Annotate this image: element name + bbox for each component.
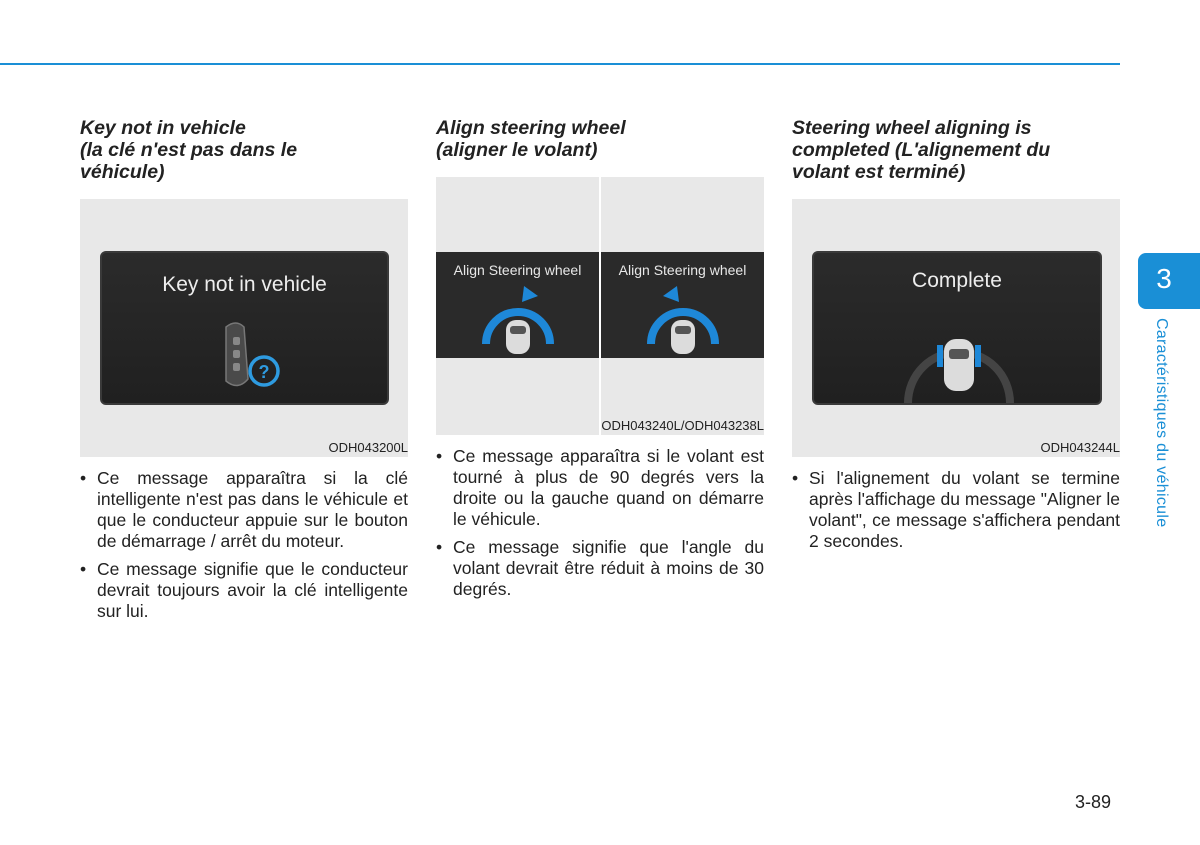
list-item: • Si l'alignement du volant se termine après l'affichage du message "Aligner le volant", ce message s'affichera pendant 2 secondes. xyxy=(792,468,1120,552)
steering-centered-icon xyxy=(900,325,1018,405)
heading-line: véhicule) xyxy=(80,161,165,183)
svg-text:?: ? xyxy=(258,362,270,382)
display-message: Key not in vehicle xyxy=(162,273,327,296)
heading-line: Key not in vehicle xyxy=(80,117,246,139)
heading-line: Align steering wheel xyxy=(436,117,626,139)
figure-align-steering xyxy=(436,177,764,435)
figure-steering-complete xyxy=(792,199,1120,457)
section-key-not-in-vehicle xyxy=(80,117,408,629)
cluster-display xyxy=(812,251,1102,405)
section-steering-aligned-complete xyxy=(792,117,1120,559)
section-align-steering-wheel xyxy=(436,117,764,607)
bullet-list xyxy=(80,468,408,622)
figure-caption: ODH043240L/ODH043238L xyxy=(601,418,764,433)
display-panel-right-turn xyxy=(436,252,599,358)
figure-caption: ODH043200L xyxy=(328,440,408,455)
bullet-list xyxy=(792,468,1120,552)
list-item: • Ce message apparaîtra si le volant est tourné à plus de 90 degrés vers la droite ou la gauche quand on démarre le véhicule. xyxy=(436,446,764,530)
section-heading xyxy=(436,117,764,161)
display-panel-left-turn xyxy=(601,252,764,358)
heading-line: (aligner le volant) xyxy=(436,139,598,161)
chapter-tab xyxy=(1138,253,1200,309)
top-rule xyxy=(0,63,1120,65)
list-item: • Ce message apparaîtra si la clé intelligente n'est pas dans le véhicule et que le conducteur appuie sur le bouton de démarrage / arrêt du moteur. xyxy=(80,468,408,552)
steering-left-arrow-icon xyxy=(641,282,725,356)
figure-key-not-in-vehicle xyxy=(80,199,408,457)
chapter-title: Caractéristiques du véhicule xyxy=(1153,318,1170,528)
heading-line: Steering wheel aligning is xyxy=(792,117,1032,139)
chapter-number: 3 xyxy=(1156,263,1172,294)
bullet-list xyxy=(436,446,764,600)
section-heading xyxy=(80,117,408,183)
display-message: Align Steering wheel xyxy=(618,262,747,278)
page-number: 3-89 xyxy=(1075,792,1112,812)
cluster-display xyxy=(100,251,389,405)
list-item: • Ce message signifie que l'angle du volant devrait être réduit à moins de 30 degrés. xyxy=(436,537,764,600)
smart-key-icon xyxy=(214,319,294,397)
heading-line: completed (L'alignement du xyxy=(792,139,1051,161)
heading-line: (la clé n'est pas dans le xyxy=(80,139,298,161)
steering-right-arrow-icon xyxy=(476,282,560,356)
section-heading xyxy=(792,117,1120,183)
list-item: • Ce message signifie que le conducteur devrait toujours avoir la clé intelligente sur lui. xyxy=(80,559,408,622)
figure-caption: ODH043244L xyxy=(1040,440,1120,455)
display-message: Complete xyxy=(912,269,1002,292)
heading-line: volant est terminé) xyxy=(792,161,966,183)
display-message: Align Steering wheel xyxy=(453,262,582,278)
